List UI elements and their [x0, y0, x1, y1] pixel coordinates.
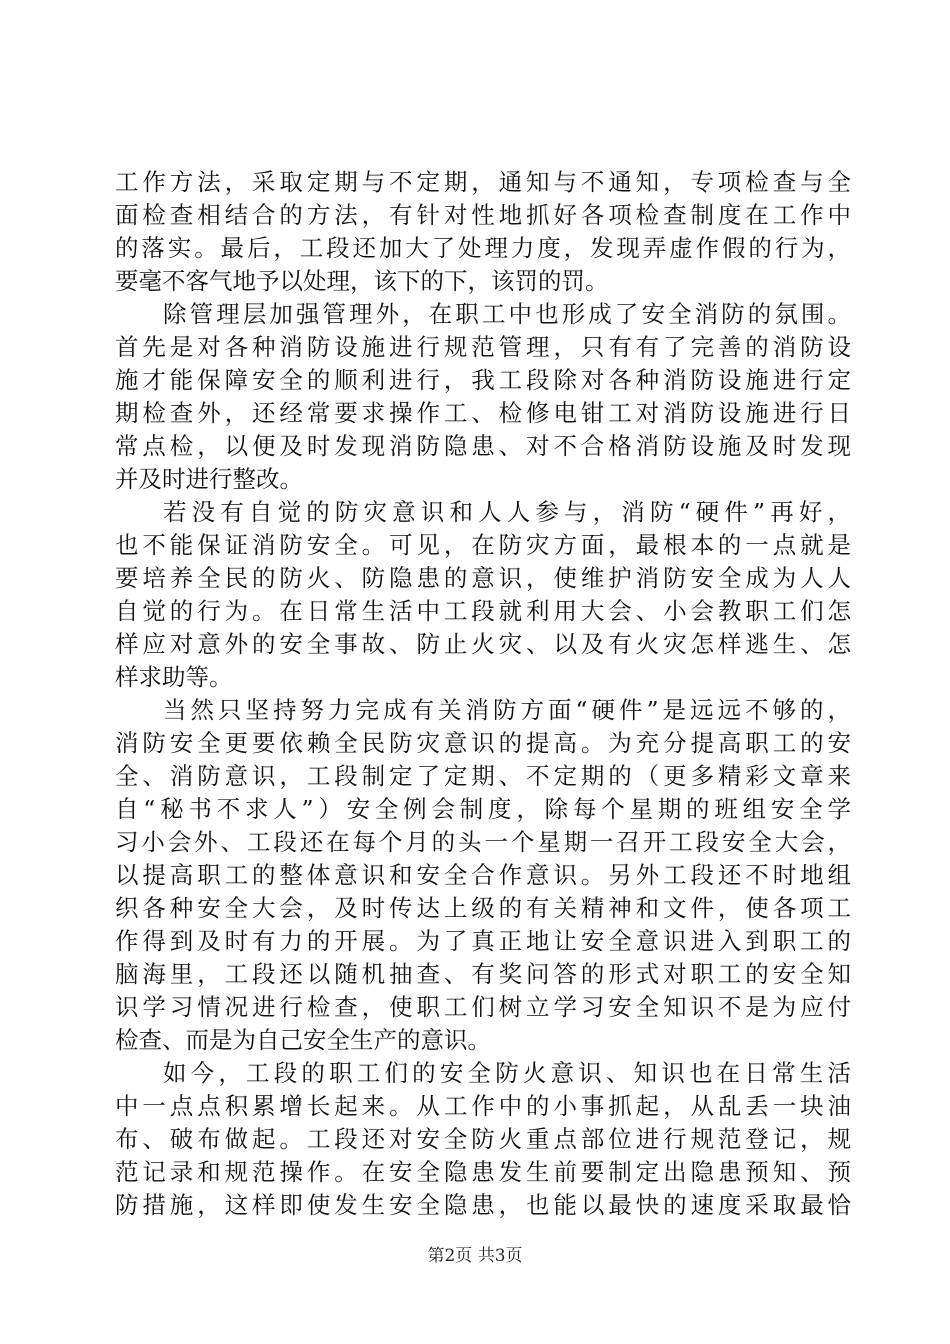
- text-line: 施才能保障安全的顺利进行，我工段除对各种消防设施进行定: [115, 366, 851, 394]
- text-line: 要毫不客气地予以处理，该下的下，该罚的罚。: [115, 267, 609, 295]
- document-body: [115, 166, 851, 1222]
- text-line: 作得到及时有力的开展。为了真正地让安全意识进入到职工的: [115, 927, 851, 955]
- text-line: 检查、而是为自己安全生产的意识。: [115, 1026, 491, 1054]
- text-line: 自“秘书不求人”）安全例会制度，除每个星期的班组安全学: [115, 795, 851, 823]
- text-line: 常点检，以便及时发现消防隐患、对不合格消防设施及时发现: [115, 432, 851, 460]
- text-line: 织各种安全大会，及时传达上级的有关精神和文件，使各项工: [115, 894, 851, 922]
- text-line: 布、破布做起。工段还对安全防火重点部位进行规范登记，规: [115, 1125, 851, 1153]
- text-line: 当然只坚持努力完成有关消防方面“硬件”是远远不够的，: [163, 696, 851, 724]
- text-line: 面检查相结合的方法，有针对性地抓好各项检查制度在工作中: [115, 201, 851, 229]
- text-line: 样应对意外的安全事故、防止火灾、以及有火灾怎样逃生、怎: [115, 630, 851, 658]
- text-line: 消防安全更要依赖全民防灾意识的提高。为充分提高职工的安: [115, 729, 851, 757]
- text-line: 中一点点积累增长起来。从工作中的小事抓起，从乱丢一块油: [115, 1092, 851, 1120]
- text-line: 期检查外，还经常要求操作工、检修电钳工对消防设施进行日: [115, 399, 851, 427]
- page-number-footer: 第2页 共3页: [427, 1246, 523, 1266]
- text-line: 如今，工段的职工们的安全防火意识、知识也在日常生活: [163, 1059, 851, 1087]
- text-line: 范记录和规范操作。在安全隐患发生前要制定出隐患预知、预: [115, 1158, 851, 1186]
- text-line: 的落实。最后，工段还加大了处理力度，发现弄虚作假的行为，: [115, 234, 851, 262]
- text-line: 并及时进行整改。: [115, 465, 303, 493]
- text-line: 样求助等。: [115, 663, 233, 691]
- text-line: 若没有自觉的防灾意识和人人参与，消防“硬件”再好，: [163, 498, 851, 526]
- text-line: 全、消防意识，工段制定了定期、不定期的（更多精彩文章来: [115, 762, 851, 790]
- text-line: 首先是对各种消防设施进行规范管理，只有有了完善的消防设: [115, 333, 851, 361]
- text-line: 工作方法，采取定期与不定期，通知与不通知，专项检查与全: [115, 168, 851, 196]
- text-line: 防措施，这样即使发生安全隐患，也能以最快的速度采取最恰: [115, 1191, 851, 1219]
- text-line: 识学习情况进行检查，使职工们树立学习安全知识不是为应付: [115, 993, 851, 1021]
- text-line: 习小会外、工段还在每个月的头一个星期一召开工段安全大会，: [115, 828, 851, 856]
- text-line: 也不能保证消防安全。可见，在防灾方面，最根本的一点就是: [115, 531, 851, 559]
- text-line: 要培养全民的防火、防隐患的意识，使维护消防安全成为人人: [115, 564, 851, 592]
- text-line: 除管理层加强管理外，在职工中也形成了安全消防的氛围。: [163, 300, 851, 328]
- text-line: 脑海里，工段还以随机抽查、有奖问答的形式对职工的安全知: [115, 960, 851, 988]
- text-line: 以提高职工的整体意识和安全合作意识。另外工段还不时地组: [115, 861, 851, 889]
- text-line: 自觉的行为。在日常生活中工段就利用大会、小会教职工们怎: [115, 597, 851, 625]
